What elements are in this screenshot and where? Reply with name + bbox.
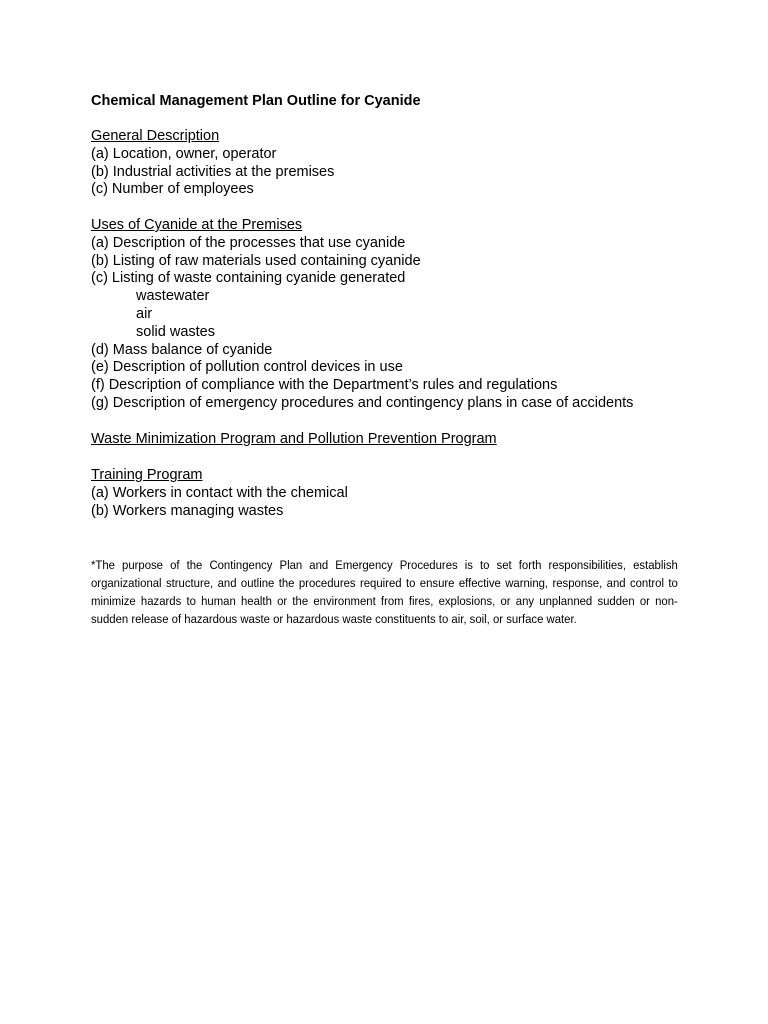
section-uses-of-cyanide xyxy=(91,217,633,413)
section-heading: General Description xyxy=(91,128,220,144)
list-item: (b) Workers managing wastes xyxy=(91,502,284,519)
footnote: *The purpose of the Contingency Plan and Emergency Procedures is to set forth responsibilities, establish organizational structure, and outline the procedures required to ensure effective warning, response, and control to minimize hazards to human health or the environment from fires, explosions, or any unplanned sudden or non-sudden release of hazardous waste or hazardous waste constituents to air, soil, or surface water. xyxy=(91,558,678,626)
section-general-description xyxy=(91,128,334,199)
sub-list-item: air xyxy=(136,305,153,322)
list-item: (f) Description of compliance with the Department’s rules and regulations xyxy=(91,377,558,394)
list-item: (c) Number of employees xyxy=(91,181,254,198)
list-item: (a) Location, owner, operator xyxy=(91,145,277,162)
list-item: (g) Description of emergency procedures and contingency plans in case of accidents xyxy=(91,394,634,411)
document-title: Chemical Management Plan Outline for Cyanide xyxy=(91,93,421,109)
section-waste-minimization xyxy=(91,431,497,449)
section-heading: Training Program xyxy=(91,467,203,483)
sub-list-item: solid wastes xyxy=(136,323,215,340)
list-item: (c) Listing of waste containing cyanide generated xyxy=(91,270,406,287)
list-item: (a) Description of the processes that use cyanide xyxy=(91,234,406,251)
section-heading: Uses of Cyanide at the Premises xyxy=(91,217,303,233)
section-training-program xyxy=(91,467,348,520)
list-item: (e) Description of pollution control devices in use xyxy=(91,359,403,376)
list-item: (b) Listing of raw materials used containing cyanide xyxy=(91,252,421,269)
list-item: (b) Industrial activities at the premises xyxy=(91,163,335,180)
section-heading: Waste Minimization Program and Pollution Prevention Program xyxy=(91,431,497,447)
list-item: (a) Workers in contact with the chemical xyxy=(91,484,348,501)
list-item: (d) Mass balance of cyanide xyxy=(91,341,273,358)
sub-list-item: wastewater xyxy=(136,288,210,305)
